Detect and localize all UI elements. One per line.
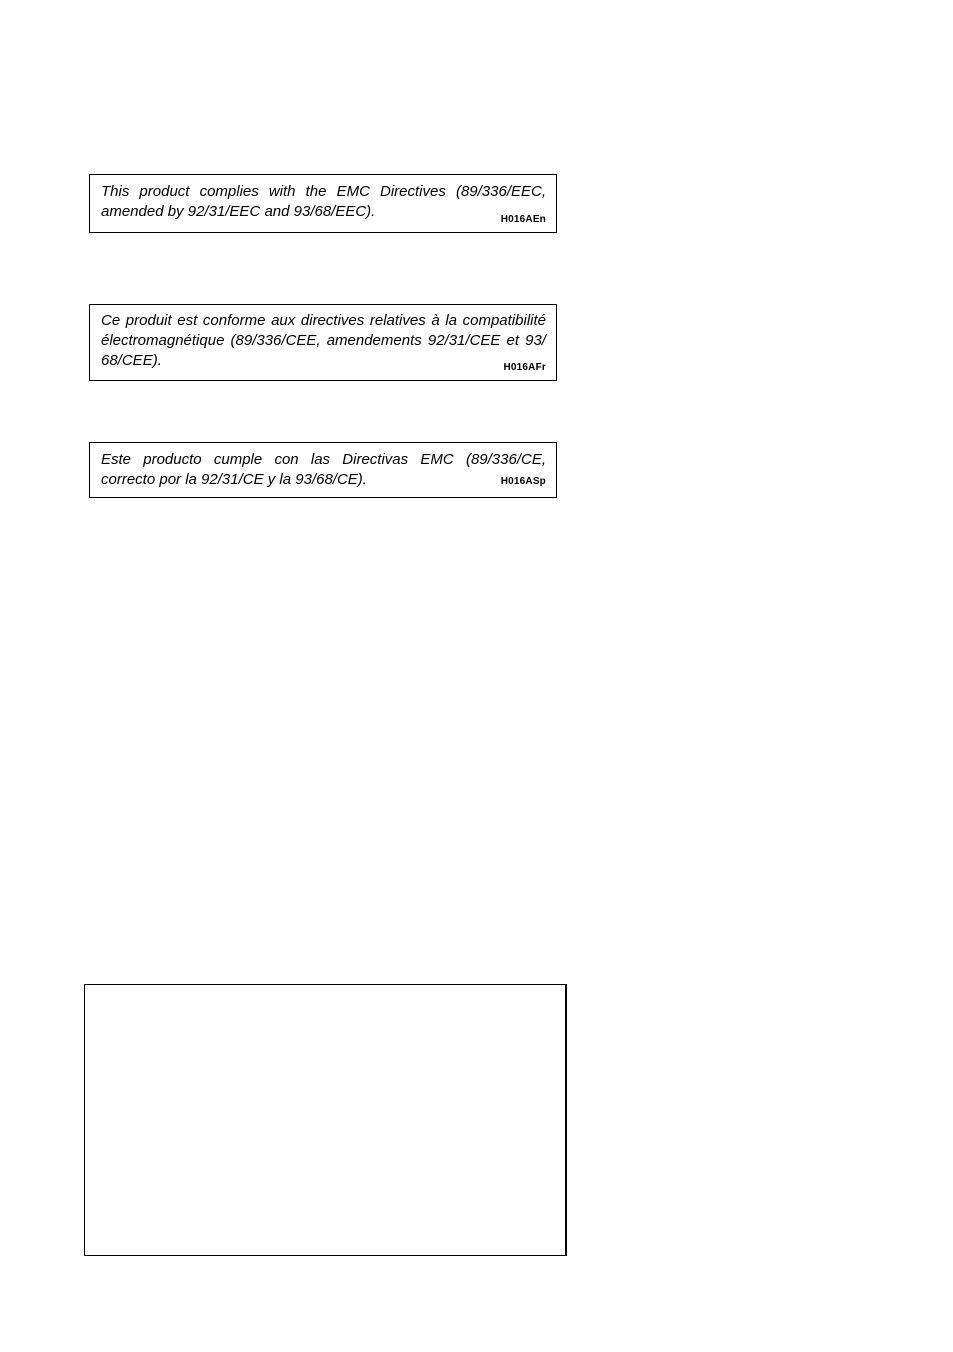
notice-text-spanish: Este producto cumple con las Directivas EMC (89/336/CE, correcto por la 92/31/CE y la 93/68/CE).	[101, 451, 546, 488]
notice-text-english: This product complies with the EMC Directives (89/336/EEC, amended by 92/31/EEC and 93/68/EEC).	[101, 183, 546, 220]
emc-notice-french	[89, 304, 557, 381]
notice-text-french: Ce produit est conforme aux directives relatives à la compatibilité électromagnétique (89/336/CEE, amendements 92/31/CEE et 93/ 68/CEE).	[101, 312, 546, 369]
notice-code-french: H016AFr	[503, 362, 546, 373]
empty-frame	[84, 984, 567, 1256]
notice-code-spanish: H016ASp	[500, 476, 546, 487]
notice-code-english: H016AEn	[500, 214, 546, 225]
emc-notice-spanish	[89, 442, 557, 498]
emc-notice-english	[89, 174, 557, 233]
